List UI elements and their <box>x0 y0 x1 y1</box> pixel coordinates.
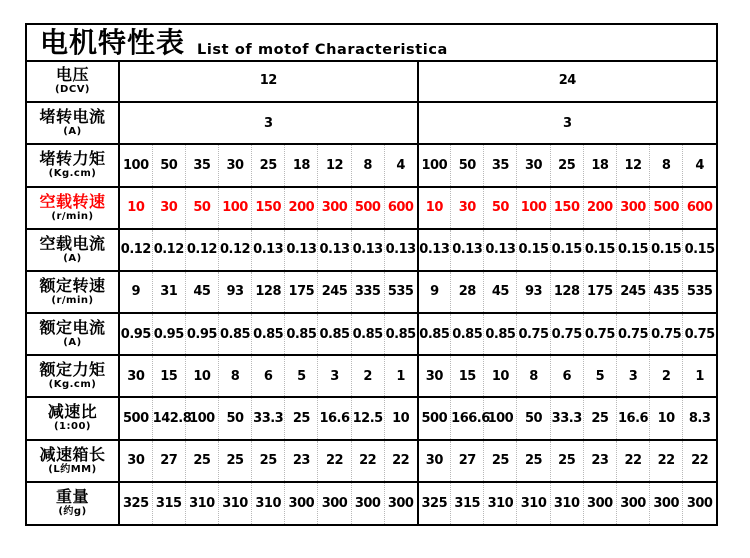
table-cell: 8 <box>351 144 384 186</box>
row-label-unit: (A) <box>63 337 82 349</box>
table-cell: 25 <box>484 440 517 482</box>
table-cell: 4 <box>384 144 417 186</box>
table-cell: 300 <box>616 482 649 524</box>
table-cell: 0.85 <box>252 313 285 355</box>
table-cell: 10 <box>185 355 218 397</box>
table-cell: 300 <box>583 482 616 524</box>
table-cell: 45 <box>484 271 517 313</box>
table-cell: 535 <box>384 271 417 313</box>
table-cell: 0.75 <box>550 313 583 355</box>
table-cell: 0.12 <box>185 229 218 271</box>
table-cell: 12 <box>616 144 649 186</box>
row-label <box>27 144 119 186</box>
row-label-unit: (Kg.cm) <box>48 379 97 391</box>
row-label-unit: (DCV) <box>54 83 91 95</box>
table-cell: 10 <box>384 397 417 439</box>
table-cell: 22 <box>616 440 649 482</box>
table-cell: 100 <box>185 397 218 439</box>
table-cell: 300 <box>351 482 384 524</box>
table-cell: 30 <box>119 440 152 482</box>
table-cell: 25 <box>550 440 583 482</box>
table-cell: 25 <box>583 397 616 439</box>
table-cell: 0.85 <box>384 313 417 355</box>
table-cell: 310 <box>517 482 550 524</box>
table-cell: 0.75 <box>650 313 683 355</box>
table-cell: 0.13 <box>484 229 517 271</box>
table-cell: 310 <box>252 482 285 524</box>
table-cell: 10 <box>418 187 451 229</box>
row-label-unit: (L约MM) <box>48 463 97 475</box>
row-label-main: 额定电流 <box>39 318 106 338</box>
table-cell: 0.75 <box>517 313 550 355</box>
table-cell: 18 <box>285 144 318 186</box>
table-cell: 25 <box>252 440 285 482</box>
table-cell: 9 <box>418 271 451 313</box>
row-label-main: 堵转力矩 <box>39 149 106 169</box>
table-cell: 0.13 <box>451 229 484 271</box>
table-cell: 50 <box>152 144 185 186</box>
table-cell: 175 <box>583 271 616 313</box>
table-cell: 128 <box>252 271 285 313</box>
table-cell: 175 <box>285 271 318 313</box>
table-cell: 100 <box>418 144 451 186</box>
table-cell: 8.3 <box>683 397 716 439</box>
table-cell: 0.75 <box>583 313 616 355</box>
table-cell: 0.13 <box>252 229 285 271</box>
table-cell: 0.85 <box>218 313 251 355</box>
table-cell: 0.15 <box>683 229 716 271</box>
row-label <box>27 187 119 229</box>
table-row <box>27 60 716 102</box>
table-cell: 315 <box>152 482 185 524</box>
table-row <box>27 187 716 229</box>
table-cell: 150 <box>550 187 583 229</box>
table-cell: 0.12 <box>152 229 185 271</box>
row-label-unit: (Kg.cm) <box>48 168 97 180</box>
group-cell-24v: 3 <box>418 102 717 144</box>
row-label-main: 空载电流 <box>39 233 106 253</box>
table-cell: 310 <box>218 482 251 524</box>
table-cell: 166.6 <box>451 397 484 439</box>
table-cell: 0.13 <box>318 229 351 271</box>
table-cell: 25 <box>550 144 583 186</box>
table-cell: 18 <box>583 144 616 186</box>
table-cell: 15 <box>451 355 484 397</box>
row-label-main: 额定力矩 <box>39 360 106 380</box>
table-cell: 50 <box>185 187 218 229</box>
table-cell: 0.85 <box>318 313 351 355</box>
table-cell: 200 <box>285 187 318 229</box>
table-cell: 23 <box>285 440 318 482</box>
group-cell-12v: 3 <box>119 102 418 144</box>
table-cell: 600 <box>384 187 417 229</box>
row-label <box>27 397 119 439</box>
table-cell: 35 <box>185 144 218 186</box>
table-cell: 30 <box>517 144 550 186</box>
table-cell: 150 <box>252 187 285 229</box>
table-cell: 0.13 <box>418 229 451 271</box>
table-cell: 30 <box>218 144 251 186</box>
row-label-main: 减速箱长 <box>39 444 106 464</box>
table-cell: 0.15 <box>650 229 683 271</box>
table-cell: 25 <box>517 440 550 482</box>
table-cell: 500 <box>119 397 152 439</box>
table-cell: 23 <box>583 440 616 482</box>
table-cell: 0.95 <box>185 313 218 355</box>
row-label-main: 堵转电流 <box>39 107 106 127</box>
row-label-unit: (r/min) <box>51 210 94 222</box>
row-label <box>27 102 119 144</box>
table-cell: 10 <box>650 397 683 439</box>
row-label-main: 空载转速 <box>39 191 106 211</box>
row-label <box>27 271 119 313</box>
table-cell: 128 <box>550 271 583 313</box>
row-label-main: 额定转速 <box>39 275 106 295</box>
row-label <box>27 313 119 355</box>
table-cell: 30 <box>152 187 185 229</box>
table-cell: 28 <box>451 271 484 313</box>
table-cell: 0.85 <box>285 313 318 355</box>
row-label-main: 电压 <box>55 64 89 84</box>
row-label-unit: (1:00) <box>53 421 91 433</box>
table-cell: 310 <box>550 482 583 524</box>
table-cell: 15 <box>152 355 185 397</box>
table-cell: 5 <box>583 355 616 397</box>
table-cell: 22 <box>650 440 683 482</box>
table-cell: 0.15 <box>583 229 616 271</box>
table-cell: 1 <box>384 355 417 397</box>
table-cell: 310 <box>484 482 517 524</box>
table-cell: 0.85 <box>418 313 451 355</box>
table-row <box>27 440 716 482</box>
table-cell: 12 <box>318 144 351 186</box>
table-cell: 325 <box>119 482 152 524</box>
table-cell: 16.6 <box>616 397 649 439</box>
table-cell: 50 <box>517 397 550 439</box>
table-cell: 6 <box>550 355 583 397</box>
table-cell: 5 <box>285 355 318 397</box>
table-cell: 315 <box>451 482 484 524</box>
table-cell: 30 <box>451 187 484 229</box>
table-cell: 22 <box>683 440 716 482</box>
table-cell: 0.12 <box>119 229 152 271</box>
table-cell: 93 <box>218 271 251 313</box>
row-label-unit: (A) <box>63 126 82 138</box>
table-cell: 0.75 <box>616 313 649 355</box>
group-cell-24v: 24 <box>558 73 576 89</box>
title-chinese: 电机特性表 <box>40 26 186 59</box>
table-cell: 335 <box>351 271 384 313</box>
table-cell: 2 <box>351 355 384 397</box>
table-cell: 0.85 <box>351 313 384 355</box>
table-cell: 1 <box>683 355 716 397</box>
table-cell: 9 <box>119 271 152 313</box>
table-row <box>27 102 716 144</box>
table-cell: 0.13 <box>351 229 384 271</box>
motor-characteristics-sheet <box>25 23 718 526</box>
table-cell: 25 <box>218 440 251 482</box>
table-cell: 10 <box>484 355 517 397</box>
table-cell: 0.85 <box>484 313 517 355</box>
table-cell: 0.15 <box>616 229 649 271</box>
table-cell: 8 <box>517 355 550 397</box>
table-cell: 50 <box>218 397 251 439</box>
table-cell: 0.12 <box>218 229 251 271</box>
table-cell: 33.3 <box>252 397 285 439</box>
table-row <box>27 313 716 355</box>
table-cell: 45 <box>185 271 218 313</box>
table-cell: 325 <box>418 482 451 524</box>
table-cell: 22 <box>384 440 417 482</box>
table-cell: 22 <box>351 440 384 482</box>
table-cell: 100 <box>119 144 152 186</box>
table-row <box>27 482 716 524</box>
table-cell: 2 <box>650 355 683 397</box>
table-cell: 245 <box>318 271 351 313</box>
table-cell: 3 <box>318 355 351 397</box>
table-cell: 0.15 <box>517 229 550 271</box>
table-cell: 6 <box>252 355 285 397</box>
table-cell: 30 <box>418 355 451 397</box>
table-cell: 300 <box>318 187 351 229</box>
row-label <box>27 229 119 271</box>
table-cell: 500 <box>418 397 451 439</box>
table-cell: 0.13 <box>384 229 417 271</box>
table-cell: 200 <box>583 187 616 229</box>
table-cell: 8 <box>650 144 683 186</box>
table-cell: 35 <box>484 144 517 186</box>
table-cell: 22 <box>318 440 351 482</box>
table-cell: 0.13 <box>285 229 318 271</box>
table-cell: 300 <box>285 482 318 524</box>
table-cell: 30 <box>119 355 152 397</box>
row-label <box>27 60 119 102</box>
row-label <box>27 440 119 482</box>
table-cell: 310 <box>185 482 218 524</box>
table-cell: 4 <box>683 144 716 186</box>
row-label-unit: (约g) <box>58 506 87 518</box>
table-row <box>27 271 716 313</box>
table-cell: 300 <box>683 482 716 524</box>
row-label-main: 重量 <box>55 487 89 507</box>
row-label <box>27 355 119 397</box>
characteristics-table <box>27 60 716 524</box>
table-row <box>27 229 716 271</box>
row-label-main: 减速比 <box>47 402 98 422</box>
title-bar <box>27 25 716 62</box>
table-cell: 8 <box>218 355 251 397</box>
table-cell: 25 <box>185 440 218 482</box>
table-row <box>27 397 716 439</box>
row-label-unit: (A) <box>63 252 82 264</box>
table-cell: 435 <box>650 271 683 313</box>
table-cell: 30 <box>418 440 451 482</box>
table-cell: 300 <box>384 482 417 524</box>
table-cell: 31 <box>152 271 185 313</box>
table-cell: 0.15 <box>550 229 583 271</box>
table-cell: 0.85 <box>451 313 484 355</box>
table-cell: 300 <box>318 482 351 524</box>
table-cell: 142.8 <box>152 397 185 439</box>
table-row <box>27 355 716 397</box>
title-english: List of motof Characteristica <box>197 42 448 58</box>
table-cell: 0.75 <box>683 313 716 355</box>
table-cell: 0.95 <box>119 313 152 355</box>
table-cell: 100 <box>484 397 517 439</box>
table-cell: 600 <box>683 187 716 229</box>
table-cell: 16.6 <box>318 397 351 439</box>
table-cell: 300 <box>616 187 649 229</box>
table-cell: 50 <box>484 187 517 229</box>
table-cell: 50 <box>451 144 484 186</box>
table-cell: 500 <box>351 187 384 229</box>
table-cell: 93 <box>517 271 550 313</box>
table-cell: 25 <box>285 397 318 439</box>
row-label <box>27 482 119 524</box>
table-cell: 10 <box>119 187 152 229</box>
table-cell: 100 <box>517 187 550 229</box>
row-label-unit: (r/min) <box>51 294 94 306</box>
group-cell-12v: 12 <box>119 60 418 102</box>
table-row <box>27 144 716 186</box>
table-cell: 27 <box>152 440 185 482</box>
table-cell: 33.3 <box>550 397 583 439</box>
table-cell: 3 <box>616 355 649 397</box>
table-cell: 245 <box>616 271 649 313</box>
table-cell: 500 <box>650 187 683 229</box>
table-cell: 12.5 <box>351 397 384 439</box>
table-cell: 535 <box>683 271 716 313</box>
table-cell: 100 <box>218 187 251 229</box>
table-cell: 0.95 <box>152 313 185 355</box>
table-cell: 27 <box>451 440 484 482</box>
table-cell: 25 <box>252 144 285 186</box>
table-cell: 300 <box>650 482 683 524</box>
